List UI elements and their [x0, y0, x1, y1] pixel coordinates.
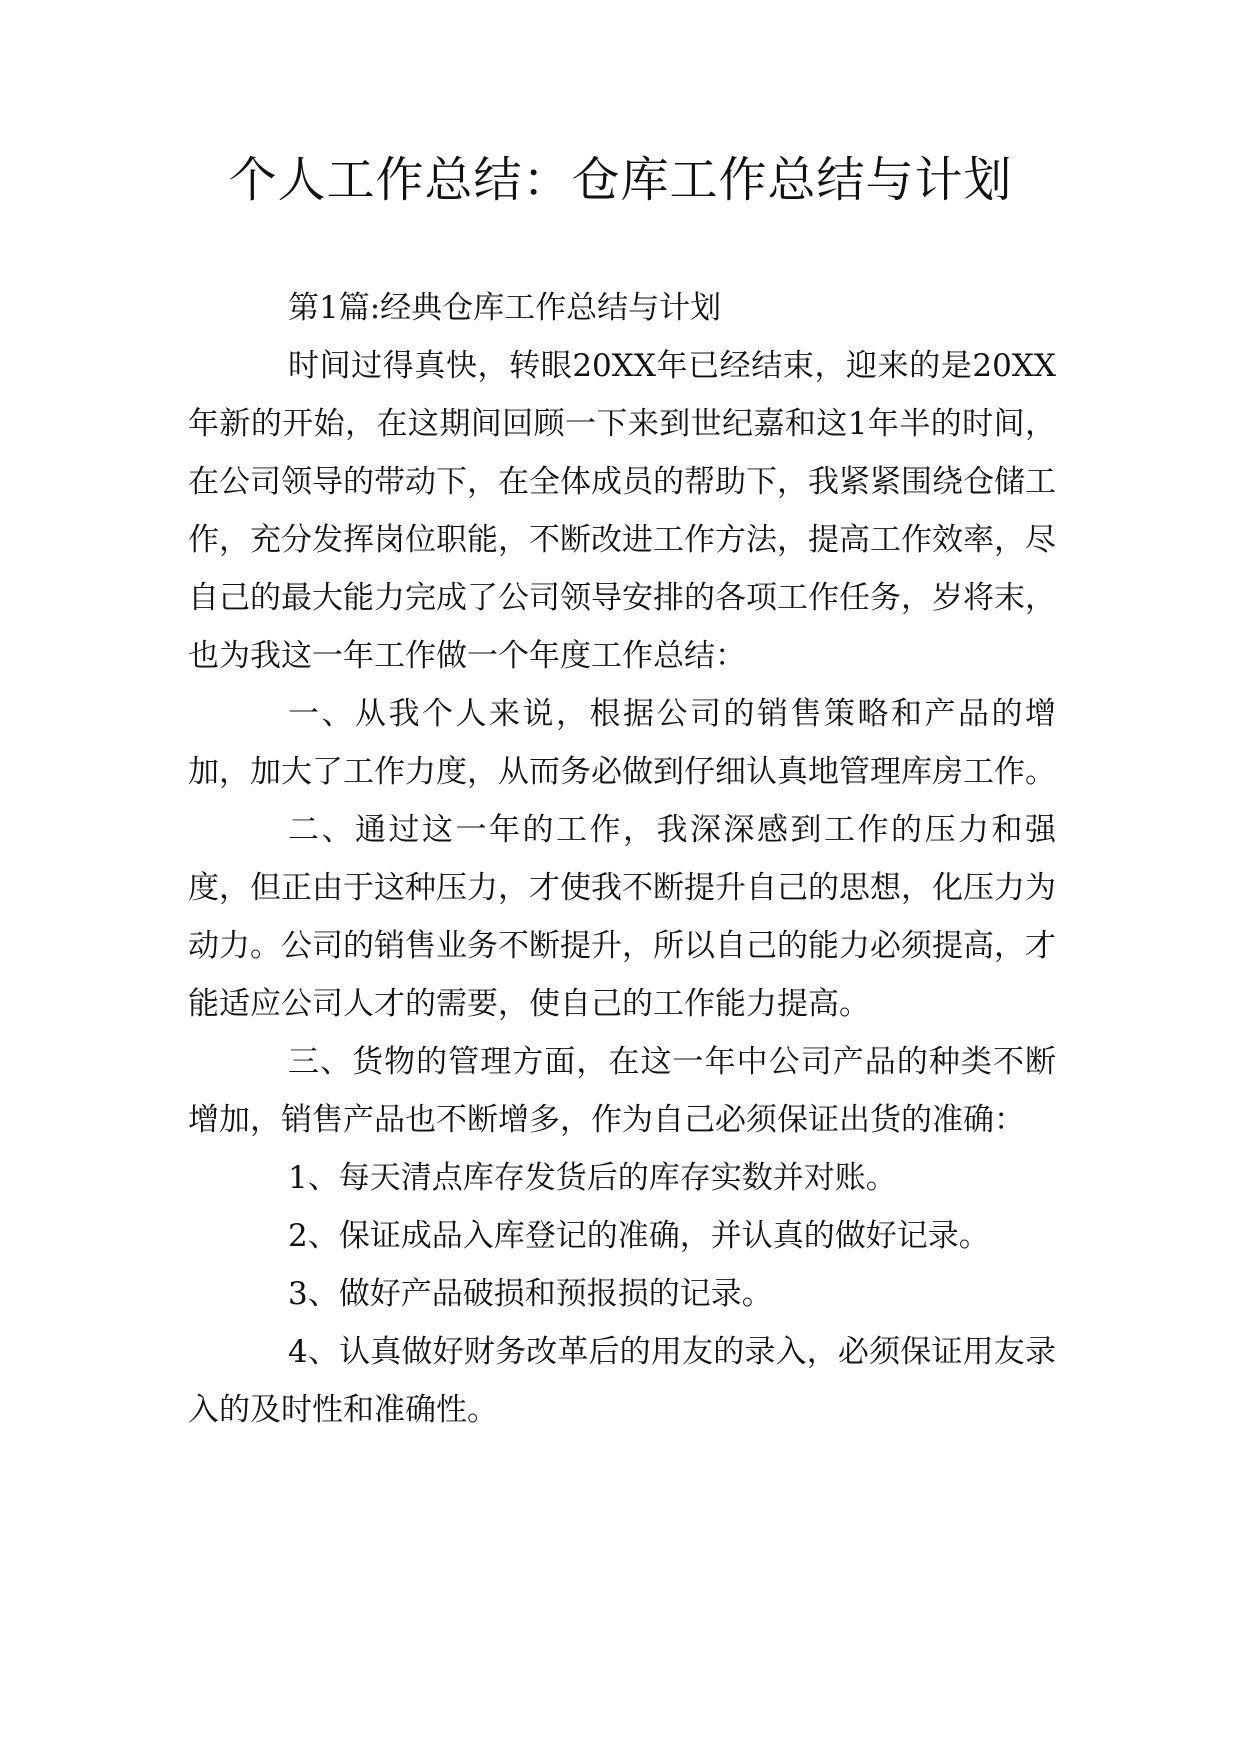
paragraph-item-1: 1、每天清点库存发货后的库存实数并对账。 — [288, 1160, 897, 1196]
document-body — [188, 279, 1056, 1439]
paragraph-item-4: 4、认真做好财务改革后的用友的录入，必须保证用友录入的及时性和准确性。 — [188, 1334, 1056, 1428]
paragraph-article-heading: 第1篇:经典仓库工作总结与计划 — [288, 290, 722, 326]
paragraph-section-2: 二、通过这一年的工作，我深深感到工作的压力和强度，但正由于这种压力，才使我不断提升自己的思想，化压力为动力。公司的销售业务不断提升，所以自己的能力必须提高，才能适应公司人才的需要，使自己的工作能力提高。 — [188, 812, 1056, 1022]
paragraph-item-2: 2、保证成品入库登记的准确，并认真的做好记录。 — [288, 1218, 990, 1254]
paragraph-section-1: 一、从我个人来说，根据公司的销售策略和产品的增加，加大了工作力度，从而务必做到仔细认真地管理库房工作。 — [188, 696, 1056, 790]
paragraph-item-3: 3、做好产品破损和预报损的记录。 — [288, 1276, 773, 1312]
paragraph-section-3: 三、货物的管理方面，在这一年中公司产品的种类不断增加，销售产品也不断增多，作为自己必须保证出货的准确： — [188, 1044, 1056, 1138]
document-title: 个人工作总结：仓库工作总结与计划 — [228, 152, 1013, 208]
paragraph-intro: 时间过得真快，转眼20XX年已经结束，迎来的是20XX年新的开始，在这期间回顾一下来到世纪嘉和这1年半的时间，在公司领导的带动下，在全体成员的帮助下，我紧紧围绕仓储工作，充分发挥岗位职能，不断改进工作方法，提高工作效率，尽自己的最大能力完成了公司领导安排的各项工作任务，岁将末，也为我这一年工作做一个年度工作总结： — [188, 348, 1056, 674]
